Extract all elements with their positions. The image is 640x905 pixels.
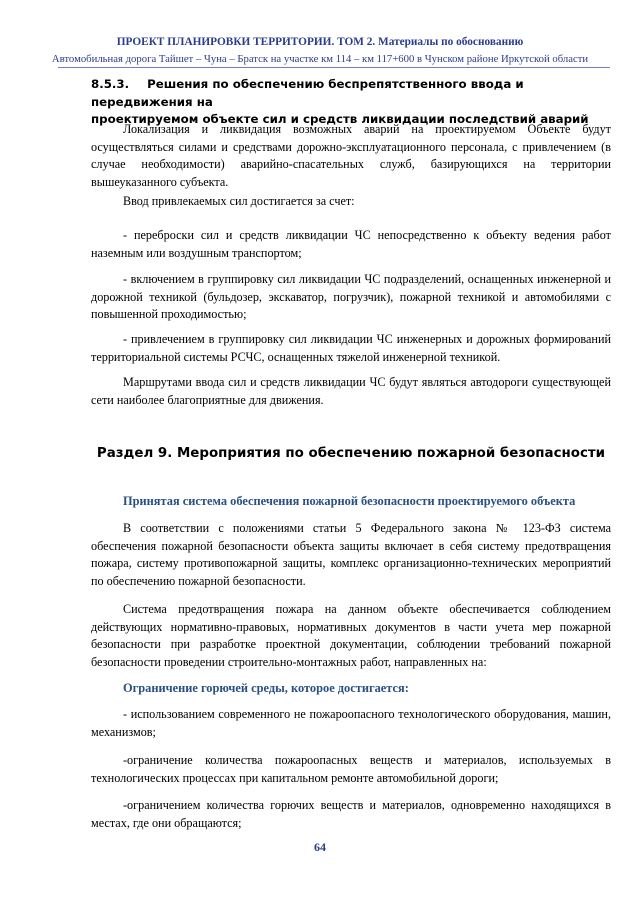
paragraph: Ввод привлекаемых сил достигается за счет: — [123, 194, 355, 208]
list-item: -ограничение количества пожароопасных веществ и материалов, используемых в технологических процессах при капитальном ремонте автомобильной дороги; — [91, 753, 611, 785]
list-item: -ограничением количества горючих веществ и материалов, одновременно находящихся в местах, где они обращаются; — [91, 798, 611, 830]
paragraph: Локализация и ликвидация возможных аварий на проектируемом Объекте будут осуществляться силами и средствами дорожно-эксплуатационного персонала, с привлечением (в случае необходимости) аварийно-спасательных служб, базирующихся на территории вышеуказанного субъекта. — [91, 122, 611, 189]
paragraph: Маршрутами ввода сил и средств ликвидации ЧС будут являться автодороги существующей сети наиболее благоприятные для движения. — [91, 375, 611, 407]
paragraph: Система предотвращения пожара на данном объекте обеспечивается соблюдением действующих нормативно-правовых, нормативных документов в части учета мер пожарной безопасности при разработке проектной документации, соблюдении требований пожарной безопасности проведении строительно-монтажных работ, направленных на: — [91, 602, 611, 669]
header-divider — [58, 67, 610, 68]
list-item: - использованием современного не пожароопасного технологического оборудования, машин, механизмов; — [91, 707, 611, 739]
paragraph: В соответствии с положениями статьи 5 Федерального закона № 123-ФЗ система обеспечения пожарной безопасности объекта защиты включает в себя систему предотвращения пожара, систему противопожарной защиты, комплекс организационно-технических мероприятий по обеспечению пожарной безопасности. — [91, 521, 611, 588]
list-item: - переброски сил и средств ликвидации ЧС непосредственно к объекту ведения работ наземным или воздушным транспортом; — [91, 228, 611, 260]
header-title: ПРОЕКТ ПЛАНИРОВКИ ТЕРРИТОРИИ. ТОМ 2. Материалы по обоснованию — [116, 36, 524, 48]
subheading-fire-safety-system: Принятая система обеспечения пожарной безопасности проектируемого объекта — [123, 494, 576, 508]
header-subtitle: Автомобильная дорога Тайшет – Чуна – Братск на участке км 114 – км 117+600 в Чунском районе Иркутской области — [51, 53, 589, 65]
page-number: 64 — [314, 840, 326, 854]
subheading-combustible-limit: Ограничение горючей среды, которое достигается: — [123, 681, 409, 695]
section-853-title-line2: проектируемом объекте сил и средств ликвидации последствий аварий — [91, 112, 589, 126]
section-853-title-line1: Решения по обеспечению беспрепятственного ввода и передвижения на — [91, 77, 524, 109]
list-item: - включением в группировку сил ликвидации ЧС подразделений, оснащенных инженерной и дорожной техникой (бульдозер, экскаватор, погрузчик), пожарной техникой и автомобилями с повышенной проходимостью; — [91, 272, 611, 321]
list-item: - привлечением в группировку сил ликвидации ЧС инженерных и дорожных формирований территориальной системы РСЧС, оснащенных тяжелой инженерной техникой. — [91, 332, 611, 364]
section-853-number: 8.5.3. — [91, 77, 130, 91]
section-9-title: Раздел 9. Мероприятия по обеспечению пожарной безопасности — [96, 446, 606, 461]
